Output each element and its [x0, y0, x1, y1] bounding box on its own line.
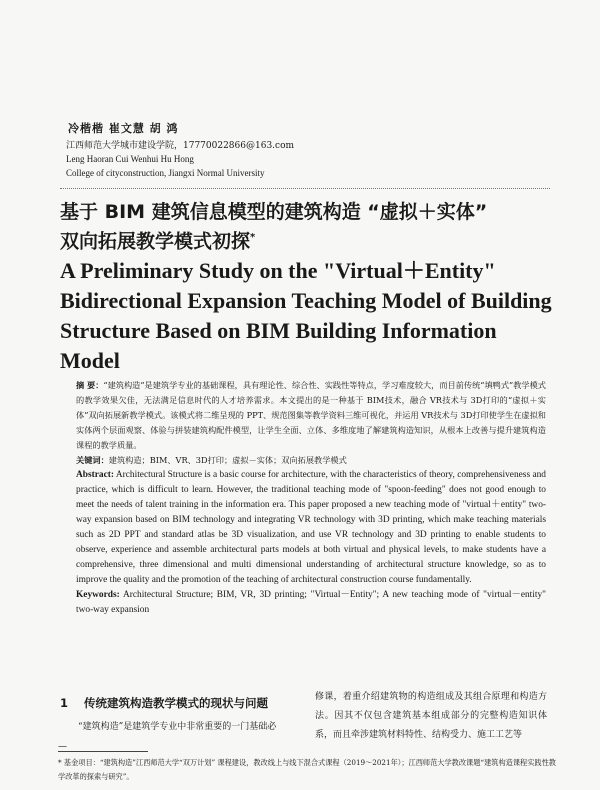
- section-number: 1: [60, 696, 69, 710]
- footnote: * 基金项目：“建筑构造”江西师范大学“双万计划” 课程建设，教改线上与线下混合式课程（2019～2021年）；江西师范大学教改课题“建筑构造课程实践性教学改革的探索与研究”。: [58, 758, 556, 781]
- section-title: 传统建筑构造教学模式的现状与问题: [84, 696, 269, 710]
- abstract-cn: 摘 要：“建筑构造”是建筑学专业的基础课程，具有理论性、综合性、实践性等特点，学习难度较大，而目前传统“填鸭式”教学模式的教学效果欠佳，无法满足信息时代的人才培养需求。本文提出的是一种基于 BIM技术，融合 VR技术与 3D打印的“虚拟＋实体”双向拓展新教学模式。该模式将二维呈现的 PPT、规范图集等教学资料三维可视化，并运用 VR技术与 3D打印使学生在虚拟和实体两个层面观察、体验与拼装建筑构配件模型，让学生全面、立体、多维度地了解建筑构造知识，从根本上改善与提升建筑构造课程的教学质量。: [76, 380, 546, 450]
- title-en-line2: Bidirectional Expansion Teaching Model of Building: [60, 288, 552, 313]
- title-en-line1: A Preliminary Study on the "Virtual＋Entity": [60, 258, 496, 283]
- title-en-line3: Structure Based on BIM Building Information Model: [60, 318, 497, 373]
- section-heading: [60, 695, 268, 711]
- affiliation-cn: 江西师范大学城市建设学院，17770022866@163.com: [66, 141, 295, 151]
- title-cn: [60, 200, 550, 254]
- abstract-block: [76, 378, 546, 618]
- title-en: [60, 256, 560, 376]
- footnote-dash: —: [58, 742, 67, 752]
- abstract-en: Abstract: Architectural Structure is a basic course for architecture, with the characteristics of theory, comprehensiveness and practice, which is difficult to learn. However, the traditional teaching mode of "spoon-feeding" does not good enough to meet the needs of talent training in the information era. This paper proposed a new teaching mode of "virtual＋entity" two-way expansion based on BIM technology and integrating VR technology with 3D printing, which make teaching materials such as 2D PPT and standard atlas be 3D visualization, and use VR technology and 3D printing to enable students to observe, experience and assemble architectural parts models at both virtual and physical levels, to make students have a comprehensive, three dimensional and multi dimensional understanding of architectural structure knowledge, so as to improve the quality and the promotion of the teaching of architectural construction course fundamentally.: [76, 470, 546, 585]
- authors-en: Leng Haoran Cui Wenhui Hu Hong: [66, 154, 194, 164]
- footnote-divider: [58, 751, 148, 752]
- body-text-right: 修课，着重介绍建筑物的构造组成及其组合原理和构造方法。因其不仅包含建筑基本组成部分的完整构造知识体系，而且牵涉建筑材料特性、结构受力、施工工艺等: [315, 692, 547, 740]
- title-cn-line1: 基于 BIM 建筑信息模型的建筑构造 “虚拟＋实体”: [60, 201, 488, 223]
- title-cn-line2: 双向拓展教学模式初探*: [60, 230, 256, 253]
- authors-cn: 冷楷楷 崔文慧 胡 鸿: [68, 122, 179, 135]
- header-divider: [60, 188, 550, 189]
- footnote-marker: *: [250, 232, 256, 243]
- keywords-cn: 关键词：建筑构造；BIM、VR、3D打印；虚拟－实体；双向拓展教学模式: [76, 455, 347, 465]
- keywords-en: Keywords: Architectural Structure; BIM, VR, 3D printing; "Virtual－Entity"; A new teaching mode of "virtual－entity" two-way expansion: [76, 590, 547, 615]
- college-en: College of cityconstruction, Jiangxi Normal University: [66, 168, 265, 178]
- body-text-left: “建筑构造”是建筑学专业中非常重要的一门基础必: [78, 722, 277, 732]
